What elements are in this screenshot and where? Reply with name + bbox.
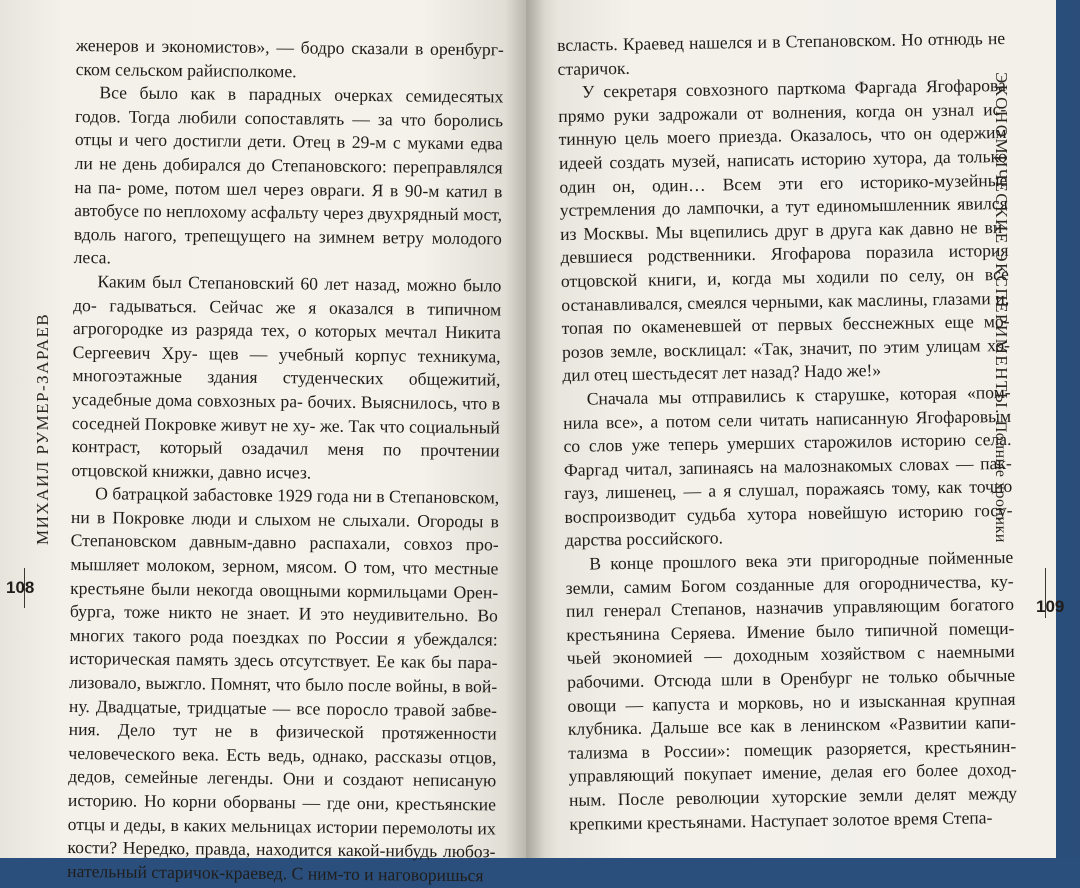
- paragraph: Все было как в парадных очерках семидесятых годов. Тогда любили сопоставлять — за что боролись отцы и чего достигли дети. Отец в 29-м с муками едва ли не день добирался до Степановского: переправлялся на па- роме, потом шел через овраги. Я в 90-м катил в автобусе по неплохому асфальту через двухрядный мост, вдоль нагого, трепещущего на зимнем ветру молодого леса.: [73, 82, 504, 268]
- right-running-head: [991, 72, 1011, 543]
- page-number-right: 109: [1036, 597, 1065, 616]
- paragraph: Каким был Степановский 60 лет назад, можно было до- гадываться. Сейчас же я оказался в типичном агрогородке из разряда тех, о которых мечтал Никита Сергеевич Хру- щев — учебный корпус техникума, многоэтажные здания студенческих общежитий, усадебные дома совхозных ра- бочих. Выяснилось, что в соседней Покровке живут не ху- же. Так что социальный контраст, который озадачил меня по прочтении отцовской книжки, давно исчез.: [71, 271, 502, 483]
- running-head-subtitle: Полные хроники: [992, 420, 1009, 543]
- left-page-body: [67, 34, 504, 888]
- left-running-head: МИХАИЛ РУМЕР-ЗАРАЕВ: [33, 312, 52, 545]
- running-head-title: ЭКОНОМИЧЕСКИЕ ЭКСПЕРИМЕНТЫ.: [992, 72, 1011, 415]
- paragraph: всласть. Краевед нашелся и в Степановском. Но отнюдь не старичок.: [557, 27, 1006, 79]
- paragraph: В конце прошлого века эти пригородные пойменные земли, самим Богом созданные для огородничества, ку- пил генерал Степанов, назначив управляющим богатого крестьянина Серяева. Имение было типичной помещи- чьей экономией — доходным хозяйством с наемными рабочими. Отсюда шли в Оренбург не только обычные овощи — капуста и морковь, но и изысканная крупная клубника. Дальше все как в ленинском «Развитии капи- тализма в России»: помещик разоряется, крестьянин- управляющий покупает имение, делая его более доход- ным. После революции хуторские земли делят между крепкими крестьянами. Наступает золотое время Степа-: [565, 546, 1018, 834]
- paragraph: женеров и экономистов», — бодро сказали в оренбург- ском сельском райисполкоме.: [75, 34, 504, 81]
- paragraph: У секретаря совхозного парткома Фаргада Ягофарова прямо руки задрожали от волнения, когда он узнал ис- тинную цель моего приезда. Оказалось, что он одержим идеей создать музей, написать историю хутора, да только один он, один… Всем эти его историко-музейные устремления до лампочки, а тут единомышленник явился из Москвы. Мы вцепились друг в друга как давно не ви- девшиеся родственники. Ягофарова поразила история отцовской книги, и, когда мы ходили по селу, он все останавливался, смеялся черными, как маслины, глазами и, топая по окаменевшей от первых бесснежных еще мо- розов земле, восклицал: «Так, значит, по этим улицам хо- дил отец шестьдесят лет назад? Надо же!»: [558, 75, 1011, 386]
- page-number-left: 108: [6, 578, 35, 597]
- right-page-body: [557, 27, 1018, 836]
- paragraph: О батрацкой забастовке 1929 года ни в Степановском, ни в Покровке люди и слыхом не слыхали. Огороды в Степановском давным-давно распахали, совхоз про- мышляет молоком, зерном, мясом. О том, что местные крестьяне были некогда овощными кормильцами Орен- бурга, тоже никто не знает. И это неудивительно. Во многих такого рода поездках по России я убеждался: историческая память здесь отсутствует. Ее как бы пара- лизовало, выжгло. Помнят, что было после войны, в вой- ну. Двадцатые, тридцатые — все поросло травой забве- ния. Дело тут не в физической протяженности человеческого века. Есть ведь, однако, рассказы отцов, дедов, семейные легенды. Они и создают неписаную историю. Но корни оборваны — где они, крестьянские отцы и деды, в каких мельницах истории перемолоты их кости? Нередко, правда, находится какой-нибудь любоз- нательный старичок-краевед. С ним-то и наговоришься: [67, 483, 500, 886]
- paragraph: Сначала мы отправились к старушке, которая «пом- нила все», а потом сели читать написанную Ягофаровым со слов уже теперь умерших старожилов историю села. Фаргад читал, запинаясь на малознакомых словах — пак- гауз, лишенец, — а я слушал, поражаясь тому, как точно воспроизводит судьба хутора новейшую историю госу- дарства российского.: [562, 381, 1013, 551]
- left-page: [0, 0, 526, 886]
- right-page: [526, 0, 1065, 858]
